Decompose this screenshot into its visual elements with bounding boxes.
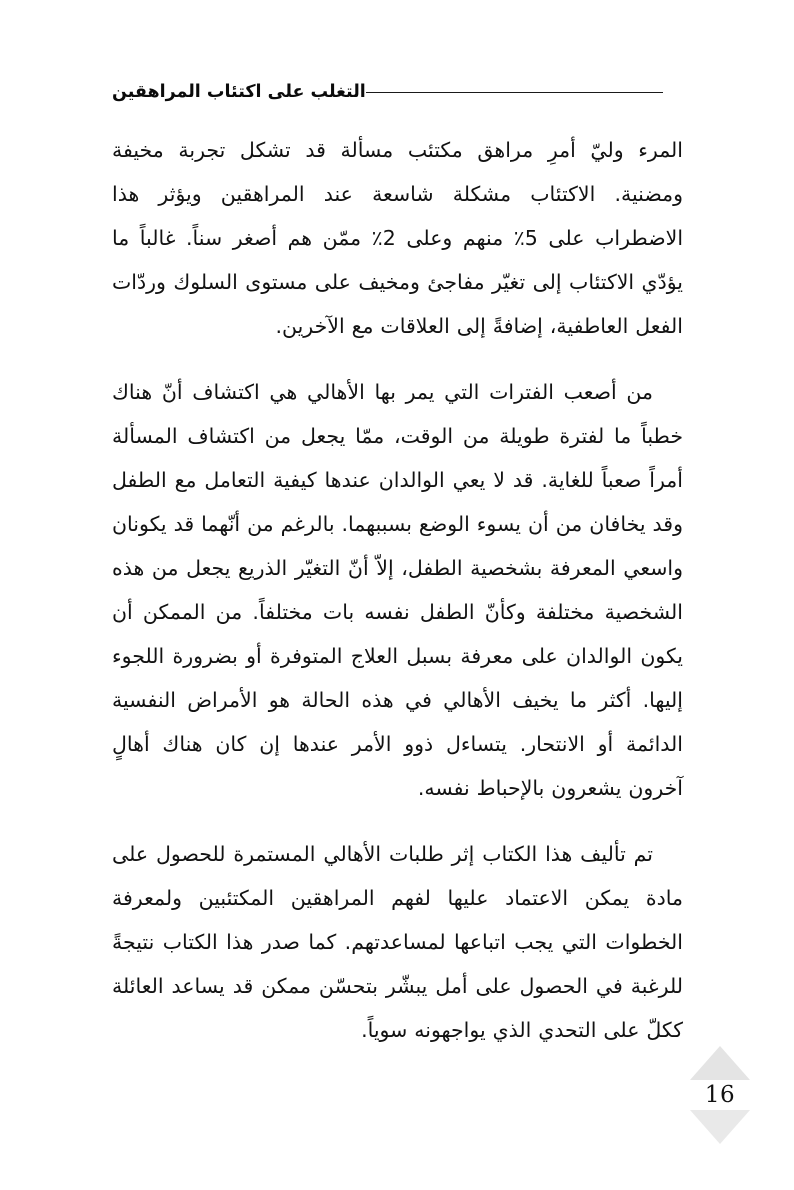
header-rule <box>366 92 663 93</box>
page-footer <box>662 1046 778 1178</box>
body-text-column <box>112 128 683 1052</box>
triangle-down-icon <box>690 1110 750 1144</box>
paragraph-2: من أصعب الفترات التي يمر بها الأهالي هي اكتشاف أنّ هناك خطباً ما لفترة طويلة من الوقت، ممّا يجعل من اكتشاف المسألة أمراً صعباً للغاية. قد لا يعي الوالدان عندها كيفية التعامل مع الطفل وقد يخافان من أن يسوء الوضع بسببهما. بالرغم من أنّهما قد يكونان واسعي المعرفة بشخصية الطفل، إلاّ أنّ التغيّر الذريع يجعل من هذه الشخصية مختلفة وكأنّ الطفل نفسه بات مختلفاً. من الممكن أن يكون الوالدان على معرفة بسبل العلاج المتوفرة أو بضرورة اللجوء إليها. أكثر ما يخيف الأهالي في هذه الحالة هو الأمراض النفسية الدائمة أو الانتحار. يتساءل ذوو الأمر عندها إن كان هناك أهالٍ آخرون يشعرون بالإحباط نفسه. <box>112 380 683 800</box>
header-title: التغلب على اكتئاب المراهقين <box>112 82 366 103</box>
paragraph-1: المرء وليّ أمرِ مراهق مكتئب مسألة قد تشكل تجربة مخيفة ومضنية. الاكتئاب مشكلة شاسعة عند المراهقين ويؤثر هذا الاضطراب على 5٪ منهم وعلى 2٪ ممّن هم أصغر سناً. غالباً ما يؤدّي الاكتئاب إلى تغيّر مفاجئ ومخيف على مستوى السلوك وردّات الفعل العاطفية، إضافةً إلى العلاقات مع الآخرين. <box>112 138 684 338</box>
paragraph-3: تم تأليف هذا الكتاب إثر طلبات الأهالي المستمرة للحصول على مادة يمكن الاعتماد عليها لفهم المراهقين المكتئبين ولمعرفة الخطوات التي يجب اتباعها لمساعدتهم. كما صدر هذا الكتاب نتيجةً للرغبة في الحصول على أمل يبشّر بتحسّن ممكن قد يساعد العائلة ككلّ على التحدي الذي يواجهونه سوياً. <box>112 842 683 1042</box>
page-number: 16 <box>704 1082 736 1108</box>
running-header <box>112 78 683 108</box>
triangle-up-icon <box>690 1046 750 1080</box>
